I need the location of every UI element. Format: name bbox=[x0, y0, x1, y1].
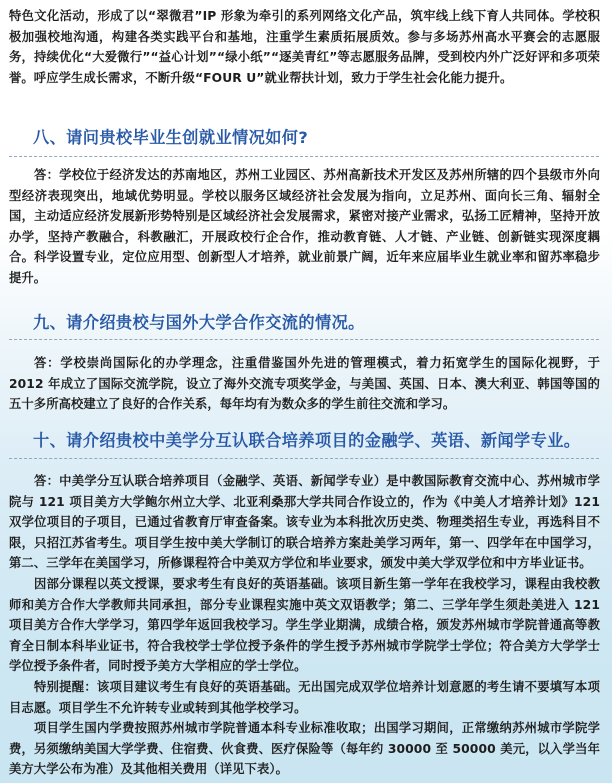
section-10-divider bbox=[9, 458, 599, 459]
section-8-answer: 答：学校位于经济发达的苏南地区，苏州工业园区、苏州高新技术开发区及苏州所辖的四个县级市外向型经济表现突出，地域优势明显。学校以服务区域经济社会发展为指向，立足苏州、面向长三角、辐射全国，主动适应经济发展新形势特别是区域经济社会发展需求，紧密对接产业需求，弘扬工匠精神，坚持开放办学，坚持产教融合，科教融汇，开展政校行企合作，推动教育链、人才链、产业链、创新链实现深度耦合。科学设置专业，定位应用型、创新型人才培养，就业前景广阔，近年来应届毕业生就业率和留苏率稳步提升。 bbox=[9, 168, 600, 285]
section-9-divider bbox=[9, 339, 599, 340]
intro-paragraph: 特色文化活动，形成了以“翠微君”IP 形象为牵引的系列网络文化产品，筑牢线上线下育人共同体。学校积极加强校地沟通，构建各类实践平台和基地，注重学生素质拓展质效。参与多场苏州高水平赛会的志愿服务，持续优化“大爱微行”“益心计划”“绿小纸”“逐美青红”等志愿服务品牌，受到校内外广泛好评和多项荣誉。呼应学生成长需求，不断升级“FOUR U”就业帮扶计划，致力于学生社会化能力提升。 bbox=[9, 9, 600, 85]
section-10-heading: 十、请介绍贵校中美学分互认联合培养项目的金融学、英语、新闻学专业。 bbox=[33, 431, 581, 450]
section-10-fees-paragraph: 项目学生国内学费按照苏州城市学院普通本科专业标准收取；出国学习期间，正常缴纳苏州城市学院学费，另须缴纳美国大学学费、住宿费、伙食费、医疗保险等（每年约 30000 至 50000 美元，以入学当年美方大学公布为准）及其他相关费用（详见下表）。 bbox=[9, 721, 600, 777]
section-10-answer-block bbox=[0, 471, 600, 780]
section-10-teaching-paragraph: 因部分课程以英文授课，要求考生有良好的英语基础。该项目新生第一学年在我校学习，课程由我校教师和美方合作大学教师共同承担，部分专业课程实施中英文双语教学；第二、三学年学生须赴美进入 121 项目美方合作大学学习，第四学年返回我校学习。学生学业期满，成绩合格，颁发苏州城市学院普通高等教育全日制本科毕业证书，符合我校学士学位授予条件的学生授予苏州城市学院学士学位；符合美方大学学士学位授予条件者，同时授予美方大学相应的学士学位。 bbox=[9, 576, 600, 674]
section-9-answer: 答：学校崇尚国际化的办学理念，注重借鉴国外先进的管理模式，着力拓宽学生的国际化视野，于2012 年成立了国际交流学院，设立了海外交流专项奖学金，与美国、英国、日本、澳大利亚、韩国等国的五十多所高校建立了良好的合作关系，每年均有为数众多的学生前往交流和学习。 bbox=[9, 356, 600, 412]
section-10-answer: 答：中美学分互认联合培养项目（金融学、英语、新闻学专业）是中教国际教育交流中心、苏州城市学院与 121 项目美方大学鲍尔州立大学、北亚利桑那大学共同合作设立的，作为《中美人才培养计划》121 双学位项目的子项目，已通过省教育厅审查备案。该专业为本科批次历史类、物理类招生专业，再选科目不限，只招江苏省考生。项目学生按中美大学制订的联合培养方案赴美学习两年，第一、四学年在中国学习，第二、三学年在美国学习，所修课程符合中美双方学位和毕业要求，颁发中美大学双学位和中方毕业证书。 bbox=[9, 474, 600, 571]
section-8-divider bbox=[9, 156, 599, 157]
section-9-heading: 九、请介绍贵校与国外大学合作交流的情况。 bbox=[33, 313, 365, 332]
section-10-special-notice: 特别提醒：该项目建议考生有良好的英语基础。无出国完成双学位培养计划意愿的考生请不要填写本项目志愿。项目学生不允许转专业或转到其他学校学习。 bbox=[9, 679, 600, 715]
section-8-heading: 八、请问贵校毕业生创就业情况如何? bbox=[33, 128, 309, 147]
